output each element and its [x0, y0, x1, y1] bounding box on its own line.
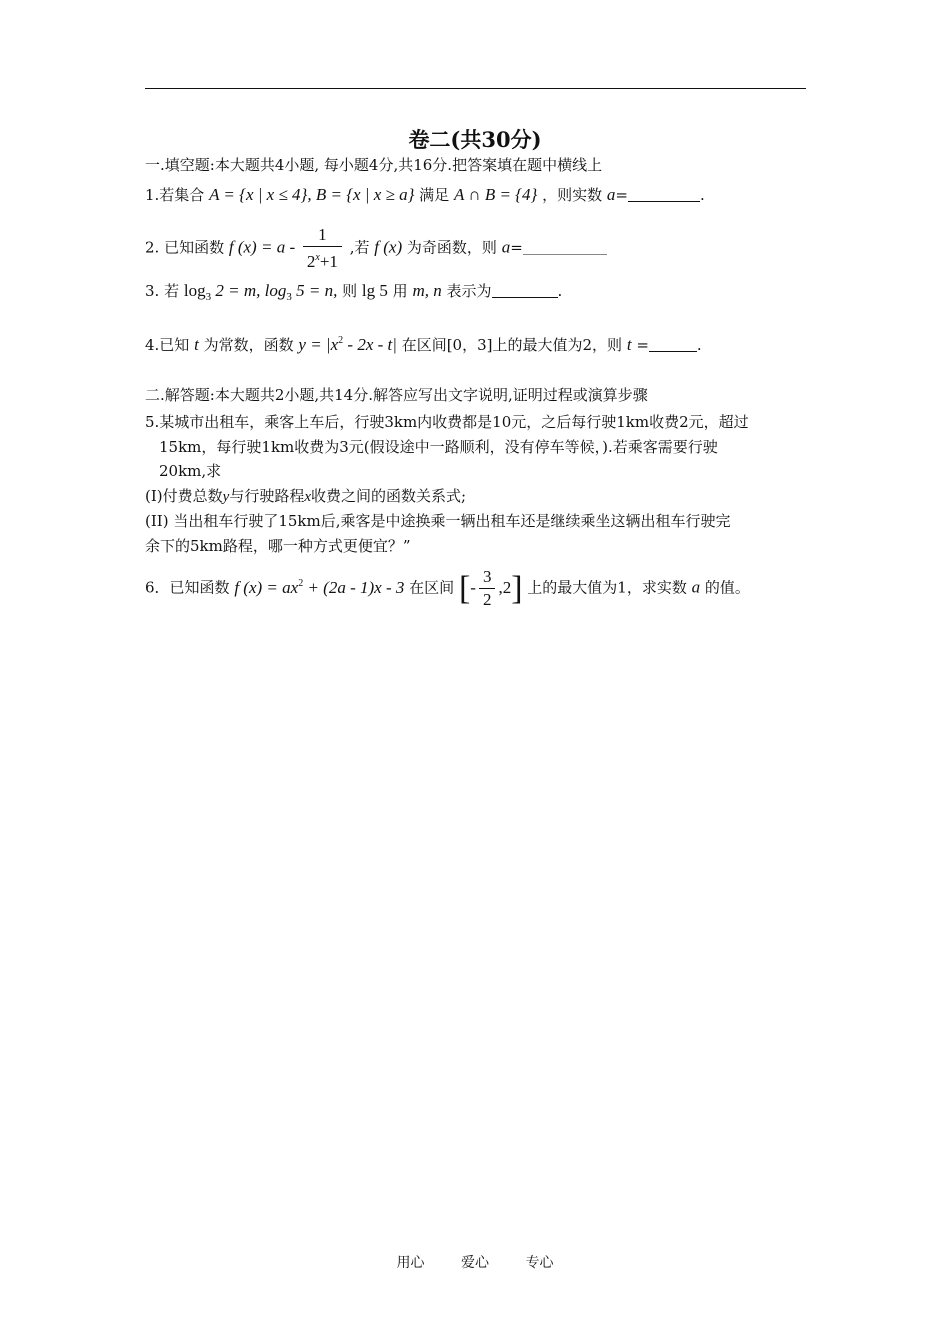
- q2-fraction: [303, 224, 342, 273]
- q4-function: $y = |x^2 - 2x - t|$: [298, 335, 397, 354]
- q4-eq: =: [636, 336, 649, 354]
- q5-part2-line2: 余下的5km路程，哪一种方式更便宜？”: [145, 537, 411, 555]
- q1-suffix: ，则实数: [542, 186, 603, 204]
- q2-text: 为奇函数，则: [406, 238, 497, 257]
- q6-text2: 上的最大值为1，求实数: [527, 578, 687, 597]
- question-4: 4.已知 t 为常数，函数 $y = |x^2 - 2x - t|$ 在区间[0，3]上的最大值为2，则 t = .: [145, 335, 702, 354]
- q1-prefix: 1.若集合: [145, 186, 205, 204]
- q1-eq: =: [615, 186, 628, 204]
- q1-mid: 满足: [419, 186, 450, 204]
- q3-mn: m, n: [412, 281, 442, 300]
- footer-item: 用心: [396, 1255, 425, 1271]
- q3-lg: lg 5: [361, 281, 388, 300]
- q1-answer-blank[interactable]: [628, 187, 700, 202]
- q5-line2: 15km，每行驶1km收费为3元(假设途中一路顺利，没有停车等候，).若乘客需要行驶: [159, 438, 718, 456]
- question-3: 3. 若 $\log_3 2 = m$, $\log_3 5 = n$, 则 lg 5 用 m, n 表示为 .: [145, 281, 563, 303]
- q3-prefix: 3. 若: [145, 282, 180, 300]
- q4-t: t: [194, 335, 199, 354]
- page-title: 卷二(共30分): [408, 127, 542, 152]
- q2-lhs: f (x) = a -: [228, 237, 296, 257]
- q2-prefix: 2. 已知函数: [145, 238, 225, 257]
- q6-suffix: 的值。: [704, 578, 750, 597]
- q5-part1: (I)付费总数y与行驶路程x收费之间的函数关系式;: [145, 487, 467, 505]
- q3-use: 用: [392, 282, 408, 300]
- q6-text1: 在区间: [409, 578, 455, 597]
- section1-heading: 一.填空题:本大题共4小题, 每小题4分,共16分.把答案填在题中横线上: [145, 156, 603, 174]
- q5-line1: 5.某城市出租车，乘客上车后，行驶3km内收费都是10元，之后每行驶1km收费2元，超过: [145, 413, 749, 431]
- q6-prefix: 6．已知函数: [145, 578, 230, 597]
- question-2: [145, 224, 607, 273]
- q1-var: a: [606, 185, 616, 204]
- footer-item: 专心: [525, 1255, 554, 1271]
- q2-var: a: [501, 237, 511, 257]
- q1-condition: A ∩ B = {4}: [453, 185, 538, 204]
- section2-heading: 二.解答题:本大题共2小题,共14分.解答应写出文字说明,证明过程或演算步骤: [145, 386, 648, 404]
- footer-item: 爱心: [461, 1255, 489, 1271]
- q2-answer-blank[interactable]: [523, 240, 607, 255]
- q2-mid: ,若: [349, 238, 370, 257]
- q3-logs: $\log_3 2 = m$, $\log_3 5 = n$,: [183, 281, 338, 303]
- q4-prefix: 4.已知: [145, 336, 190, 354]
- q2-fx: f (x): [374, 237, 403, 257]
- q5-part2-line1: (II) 当出租车行驶了15km后,乘客是中途换乘一辆出租车还是继续乘坐这辆出租车行驶完: [145, 512, 731, 530]
- q2-denominator: $2^x+1$: [306, 252, 338, 271]
- q5-line3: 20km,求: [159, 462, 222, 480]
- q3-then: 则: [342, 282, 358, 300]
- q4-t2: t: [626, 335, 632, 354]
- question-1: 1.若集合 A = {x | x ≤ 4}, B = {x | x ≥ a} 满足 A ∩ B = {4} ，则实数 a= .: [145, 185, 705, 204]
- q3-answer-blank[interactable]: [492, 283, 558, 298]
- q3-suffix: 表示为: [446, 282, 492, 300]
- q4-answer-blank[interactable]: [649, 337, 697, 352]
- q2-eq: =: [510, 238, 523, 257]
- q4-text2: 在区间[0，3]上的最大值为2，则: [401, 336, 623, 354]
- page-footer: [0, 1252, 950, 1272]
- q1-sets: A = {x | x ≤ 4}, B = {x | x ≥ a}: [209, 185, 415, 204]
- q6-var: a: [691, 577, 701, 597]
- header-rule: [145, 88, 806, 89]
- question-6: [145, 566, 750, 611]
- q6-function: f $(x) = ax^2 + (2a - 1)x - 3$: [234, 577, 405, 597]
- q6-interval: [- $\frac{3}{2}$ ,2]: [458, 567, 523, 609]
- q4-text1: 为常数，函数: [203, 336, 294, 354]
- q2-numerator: 1: [303, 224, 342, 247]
